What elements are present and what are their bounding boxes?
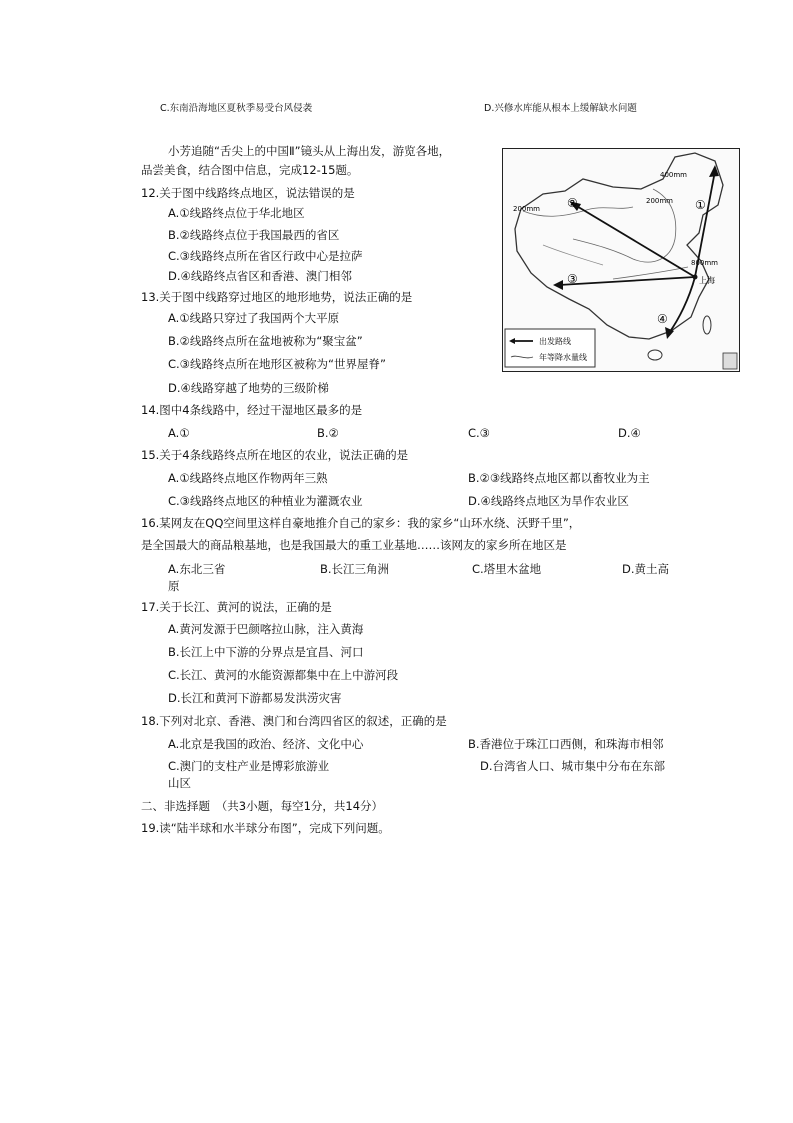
route-3-label: ③ — [567, 272, 578, 286]
isohyet-extra — [543, 245, 603, 265]
q18-stem: 18.下列对北京、香港、澳门和台湾四省区的叙述，正确的是 — [141, 714, 447, 728]
section-2-title: 二、非选择题 （共3小题，每空1分，共14分） — [141, 799, 384, 813]
q12-option-c: C.③线路终点所在省区行政中心是拉萨 — [168, 249, 363, 263]
intro-line-1: 小芳追随“舌尖上的中国Ⅱ”镜头从上海出发，游览各地， — [168, 144, 451, 158]
hainan-island — [648, 350, 662, 360]
q16-option-c: C.塔里木盆地 — [472, 562, 542, 576]
q17-option-c: C.长江、黄河的水能资源都集中在上中游河段 — [168, 668, 399, 682]
q17-stem: 17.关于长江、黄河的说法，正确的是 — [141, 600, 332, 614]
q14-option-c: C.③ — [468, 426, 490, 440]
q16-stem-line-1: 16.某网友在QQ空间里这样自豪地推介自己的家乡：我的家乡“山环水绕、沃野千里”， — [141, 516, 581, 530]
route-4-label: ④ — [657, 312, 668, 326]
q14-option-b: B.② — [317, 426, 339, 440]
isohyet-800-label: 800mm — [691, 259, 718, 267]
q13-option-a: A.①线路只穿过了我国两个大平原 — [168, 311, 340, 325]
route-2-line — [575, 205, 695, 277]
route-2-label: ② — [567, 196, 578, 210]
q13-stem: 13.关于图中线路穿过地区的地形地势，说法正确的是 — [141, 290, 413, 304]
taiwan-island — [703, 316, 711, 334]
route-1-label: ① — [695, 198, 706, 212]
legend-isohyet-label: 年等降水量线 — [539, 353, 587, 362]
q17-option-d: D.长江和黄河下游都易发洪涝灾害 — [168, 691, 342, 705]
route-4-line — [669, 277, 695, 333]
q15-option-d: D.④线路终点地区为旱作农业区 — [468, 494, 629, 508]
q18-option-c: C.澳门的支柱产业是博彩旅游业 — [168, 759, 330, 773]
q16-option-d: D.黄土高 — [622, 562, 670, 576]
q14-option-a: A.① — [168, 426, 190, 440]
isohyet-200-right-label: 200mm — [646, 197, 673, 205]
isohyet-200-left-label: 200mm — [513, 205, 540, 213]
q13-option-c: C.③线路终点所在地形区被称为“世界屋脊” — [168, 357, 386, 371]
q16-option-b: B.长江三角洲 — [320, 562, 390, 576]
q18-option-d: D.台湾省人口、城市集中分布在东部 — [480, 759, 666, 773]
q16-stem-line-2: 是全国最大的商品粮基地，也是我国最大的重工业基地……该网友的家乡所在地区是 — [141, 538, 567, 552]
shanghai-dot — [693, 275, 698, 280]
q15-option-b: B.②③线路终点地区都以畜牧业为主 — [468, 471, 650, 485]
q12-option-d: D.④线路终点省区和香港、澳门相邻 — [168, 269, 352, 283]
q12-option-b: B.②线路终点位于我国最西的省区 — [168, 228, 340, 242]
legend-route-label: 出发路线 — [539, 337, 571, 346]
q19-stem: 19.读“陆半球和水半球分布图”，完成下列问题。 — [141, 821, 390, 835]
q15-stem: 15.关于4条线路终点所在地区的农业，说法正确的是 — [141, 448, 409, 462]
q17-option-a: A.黄河发源于巴颜喀拉山脉，注入黄海 — [168, 622, 364, 636]
option-d-previous: D.兴修水库能从根本上缓解缺水问题 — [484, 103, 637, 114]
scale-inset — [723, 353, 737, 369]
isohyet-400-label: 400mm — [660, 171, 687, 179]
q14-stem: 14.图中4条线路中，经过干湿地区最多的是 — [141, 403, 363, 417]
q15-option-c: C.③线路终点地区的种植业为灌溉农业 — [168, 494, 363, 508]
route-3-arrow — [553, 280, 563, 290]
q18-option-d-continued: 山区 — [168, 776, 191, 790]
q12-option-a: A.①线路终点位于华北地区 — [168, 206, 305, 220]
q15-option-a: A.①线路终点地区作物两年三熟 — [168, 471, 328, 485]
q12-stem: 12.关于图中线路终点地区，说法错误的是 — [141, 186, 355, 200]
q18-option-a: A.北京是我国的政治、经济、文化中心 — [168, 737, 364, 751]
q16-option-d-continued: 原 — [168, 579, 180, 593]
option-c-previous: C.东南沿海地区夏秋季易受台风侵袭 — [160, 103, 313, 114]
q18-option-b: B.香港位于珠江口西侧，和珠海市相邻 — [468, 737, 664, 751]
q16-option-a: A.东北三省 — [168, 562, 226, 576]
intro-line-2: 品尝美食，结合图中信息，完成12-15题。 — [141, 163, 359, 177]
route-3-line — [559, 277, 695, 285]
q13-option-b: B.②线路终点所在盆地被称为“聚宝盆” — [168, 334, 363, 348]
q14-option-d: D.④ — [618, 426, 641, 440]
china-route-map — [502, 148, 740, 372]
q17-option-b: B.长江上中下游的分界点是宜昌、河口 — [168, 645, 364, 659]
q13-option-d: D.④线路穿越了地势的三级阶梯 — [168, 381, 329, 395]
map-svg — [503, 149, 739, 371]
shanghai-label: 上海 — [699, 276, 715, 285]
